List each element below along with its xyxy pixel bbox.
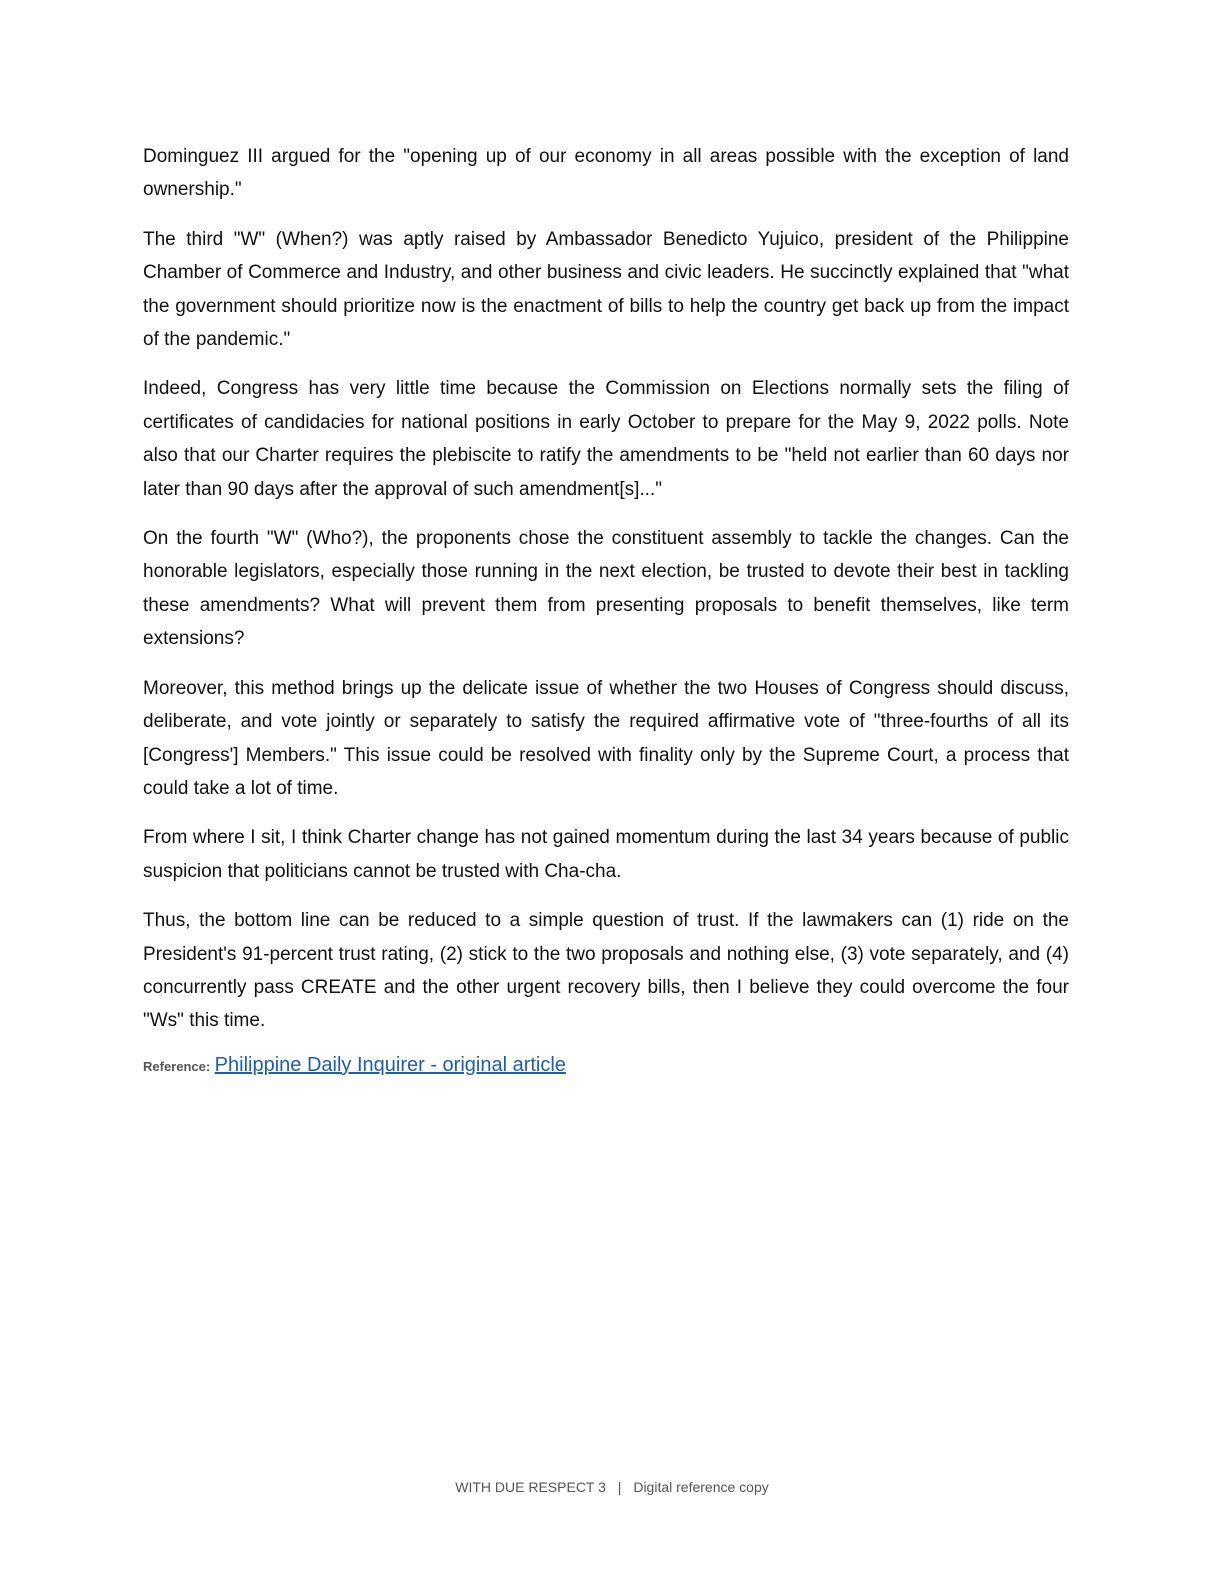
- footer-separator: |: [617, 1479, 622, 1495]
- paragraph-2: The third "W" (When?) was aptly raised by Ambassador Benedicto Yujuico, president of the Philippine Chamber of Commerce and Industry, and other business and civic leaders. He succinctly explained that "what the government should prioritize now is the enactment of bills to help the country get back up from the impact of the pandemic.": [143, 228, 1069, 351]
- article-body: [143, 140, 1069, 1054]
- paragraph-3: Indeed, Congress has very little time because the Commission on Elections normally sets the filing of certificates of candidacies for national positions in early October to prepare for the May 9, 2022 polls. Note also that our Charter requires the plebiscite to ratify the amendments to be "held not earlier than 60 days nor later than 90 days after the approval of such amendment[s]...": [143, 378, 1069, 500]
- reference-label: Reference:: [143, 1059, 211, 1074]
- footer-title: WITH DUE RESPECT 3: [455, 1479, 606, 1495]
- paragraph-6: From where I sit, I think Charter change has not gained momentum during the last 34 years because of public suspicion that politicians cannot be trusted with Cha-cha.: [143, 827, 1069, 882]
- paragraph-7: Thus, the bottom line can be reduced to a simple question of trust. If the lawmakers can (1) ride on the President's 91-percent trust rating, (2) stick to the two proposals and nothing else, (3) vote separately, and (4) concurrently pass CREATE and the other urgent recovery bills, then I believe they could overcome the four "Ws" this time.: [143, 910, 1069, 1032]
- paragraph-4: On the fourth "W" (Who?), the proponents chose the constituent assembly to tackle the changes. Can the honorable legislators, especially those running in the next election, be trusted to devote their best in tackling these amendments? What will prevent them from presenting proposals to benefit themselves, like term extensions?: [143, 528, 1069, 650]
- paragraph-1: Dominguez III argued for the "opening up of our economy in all areas possible with the exception of land ownership.": [143, 146, 1069, 201]
- reference-link[interactable]: Philippine Daily Inquirer - original article: [214, 1054, 566, 1076]
- footer-note: Digital reference copy: [633, 1479, 769, 1495]
- page-footer: [0, 1479, 1224, 1495]
- reference-line: [143, 1054, 566, 1077]
- paragraph-5: Moreover, this method brings up the delicate issue of whether the two Houses of Congress should discuss, deliberate, and vote jointly or separately to satisfy the required affirmative vote of "three-fourths of all its [Congress'] Members." This issue could be resolved with finality only by the Supreme Court, a process that could take a lot of time.: [143, 677, 1069, 799]
